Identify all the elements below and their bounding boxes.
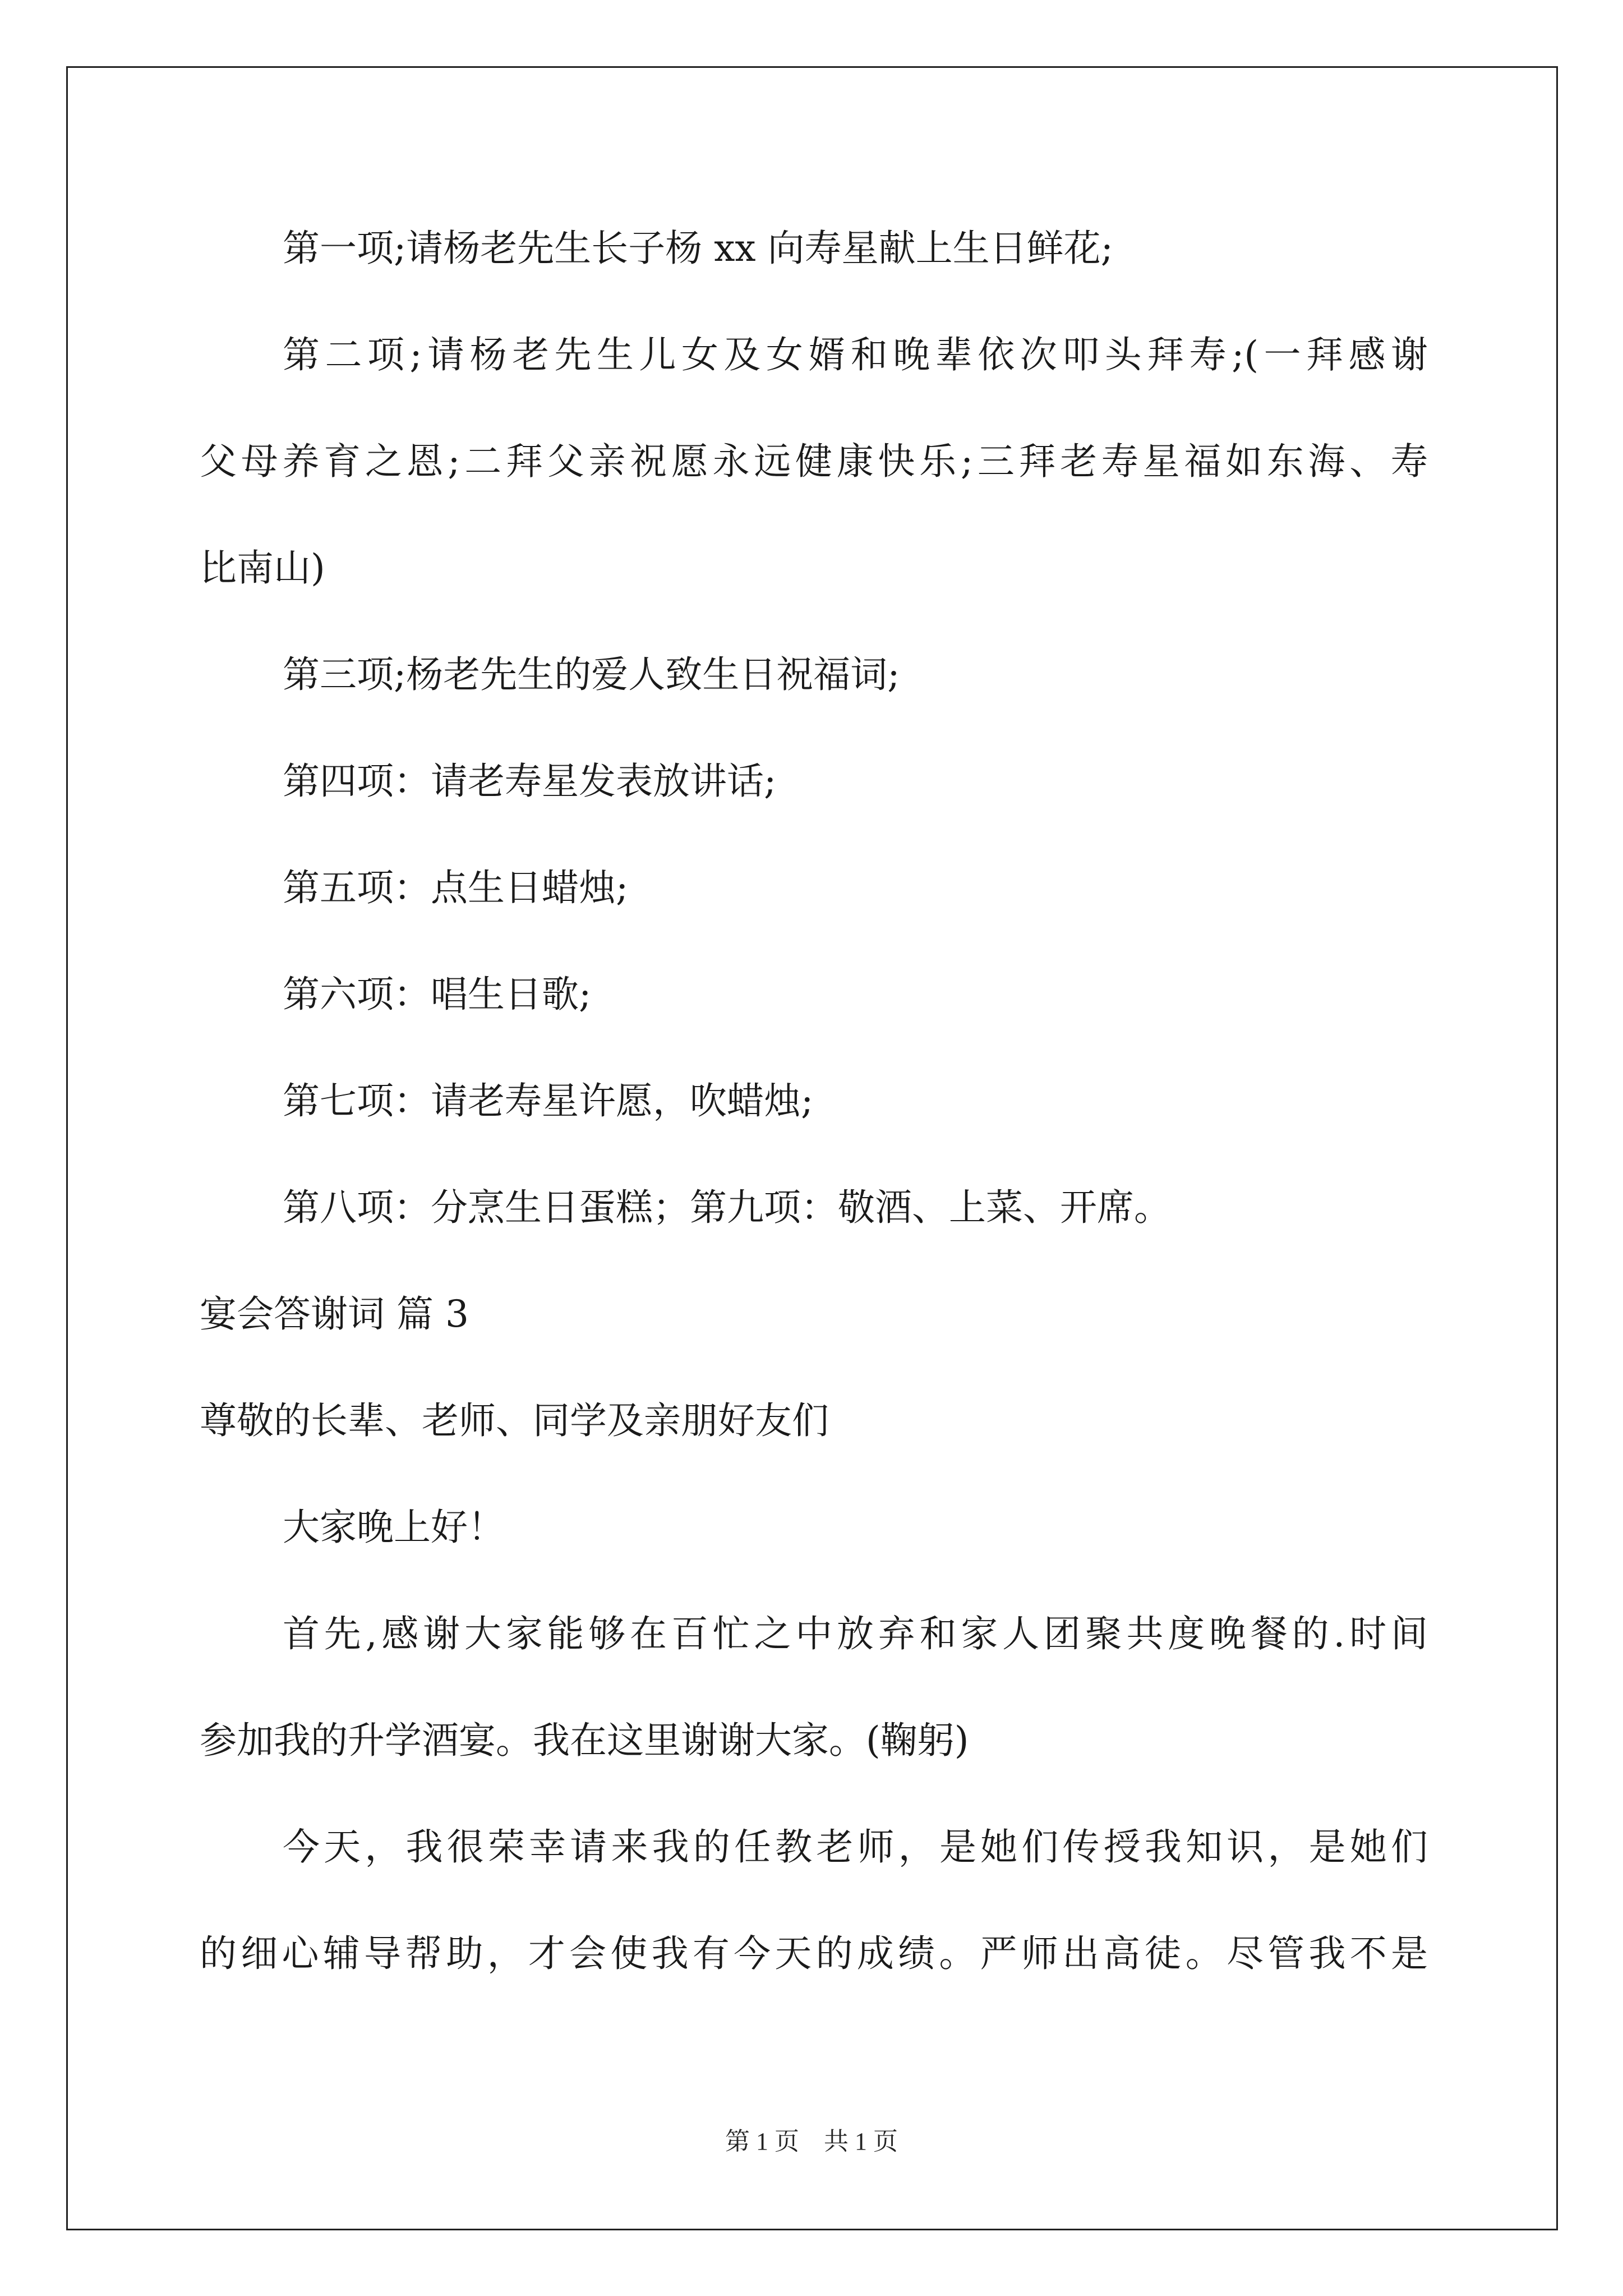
salutation: 尊敬的长辈、老师、同学及亲朋好友们 [200, 1399, 829, 1442]
page-number-footer: 第 1 页 共 1 页 [725, 2128, 898, 2155]
paragraph-line: 首先,感谢大家能够在百忙之中放弃和家人团聚共度晚餐的.时间 [283, 1612, 1428, 1655]
section-heading: 宴会答谢词 篇 3 [200, 1292, 469, 1336]
paragraph-line: 的细心辅导帮助，才会使我有今天的成绩。严师出高徒。尽管我不是 [200, 1932, 1428, 1975]
paragraph-line: 比南山) [200, 546, 325, 590]
paragraph-line: 今天，我很荣幸请来我的任教老师，是她们传授我知识，是她们 [283, 1825, 1428, 1869]
paragraph-line: 第三项;杨老先生的爱人致生日祝福词; [283, 653, 900, 696]
paragraph-line: 第五项：点生日蜡烛; [283, 866, 629, 909]
paragraph-line: 父母养育之恩;二拜父亲祝愿永远健康快乐;三拜老寿星福如东海、寿 [200, 440, 1428, 483]
paragraph-line: 第六项：唱生日歌; [283, 973, 592, 1016]
paragraph-line: 参加我的升学酒宴。我在这里谢谢大家。(鞠躬) [200, 1719, 969, 1762]
paragraph-line: 第七项：请老寿星许愿，吹蜡烛; [283, 1079, 814, 1122]
paragraph-line: 第四项：请老寿星发表放讲话; [283, 760, 777, 803]
paragraph-line: 第二项;请杨老先生儿女及女婿和晚辈依次叩头拜寿;(一拜感谢 [283, 333, 1428, 376]
paragraph-line: 第一项;请杨老先生长子杨 xx 向寿星献上生日鲜花; [283, 227, 1113, 270]
paragraph-line: 第八项：分烹生日蛋糕；第九项：敬酒、上菜、开席。 [283, 1186, 1171, 1229]
greeting: 大家晚上好！ [283, 1506, 505, 1549]
page-border [66, 66, 1558, 2230]
